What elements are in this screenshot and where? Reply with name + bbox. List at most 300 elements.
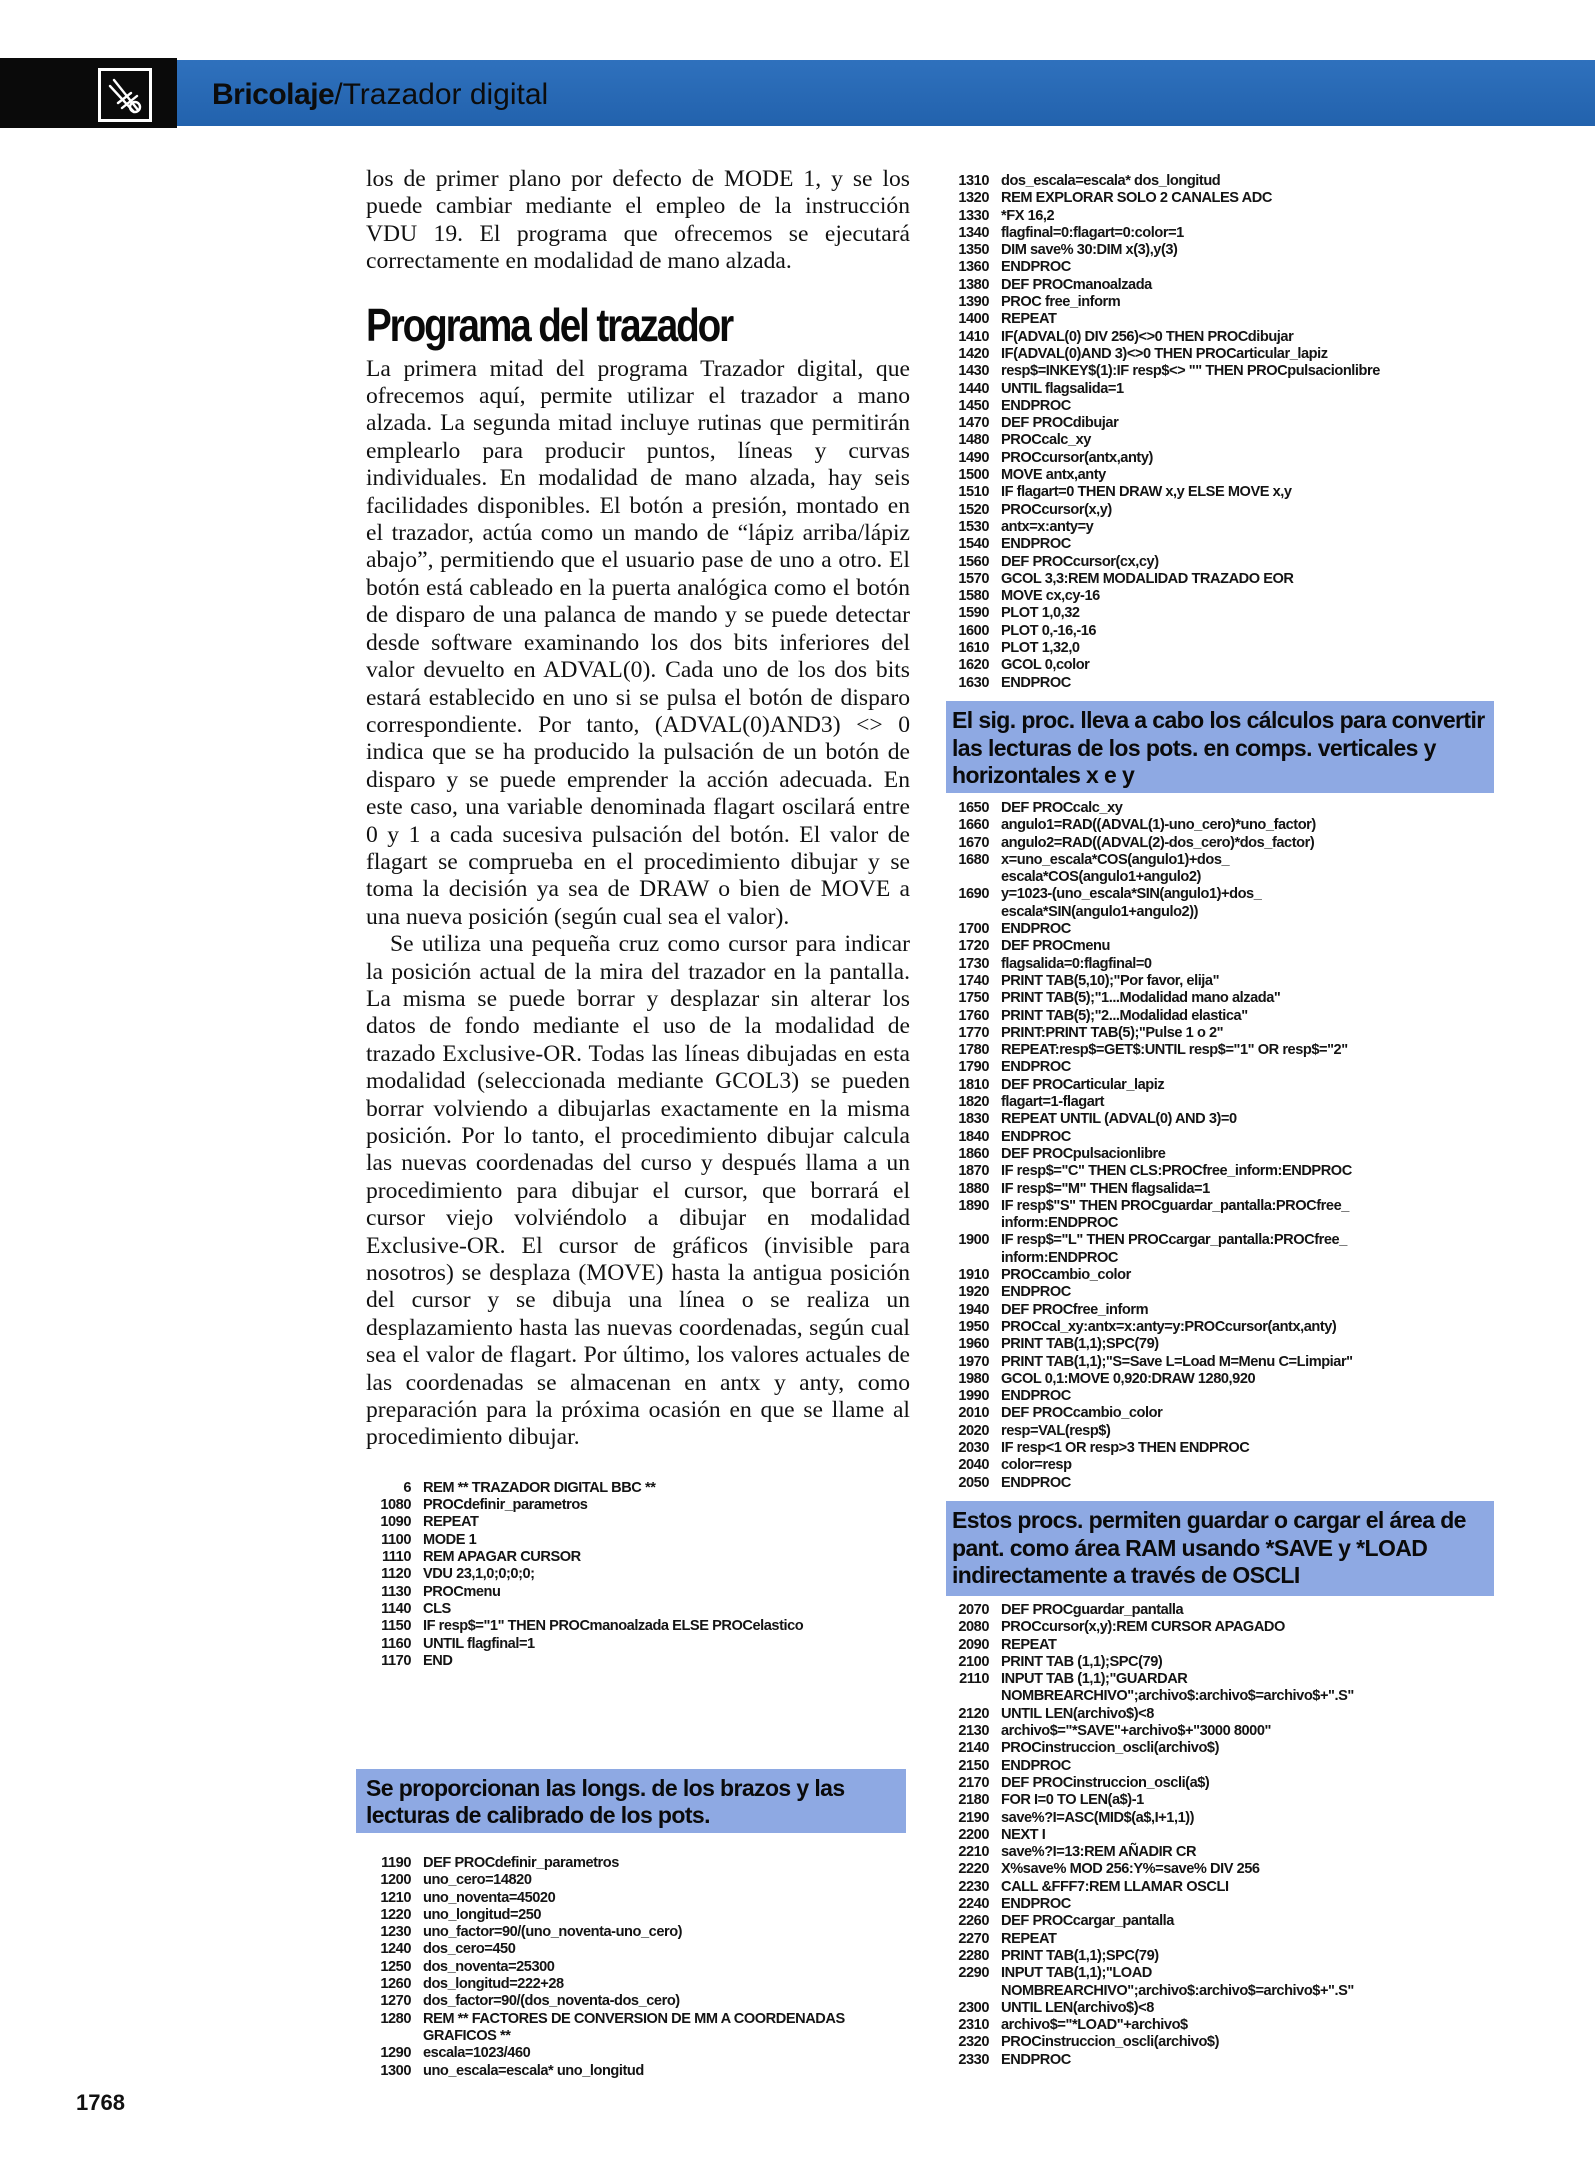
code-line — [944, 817, 1504, 834]
code-line — [366, 1549, 910, 1566]
line-number: 2280 — [958, 1947, 989, 1964]
code-text: PROCinstruccion_oscli(archivo$) — [1001, 1740, 1219, 1757]
code-line — [944, 1896, 1504, 1913]
line-number: 1810 — [958, 1076, 989, 1093]
code-line — [944, 1302, 1504, 1319]
line-number: 2170 — [958, 1774, 989, 1791]
line-number — [944, 1250, 1001, 1267]
code-text: PRINT TAB(5,10);"Por favor, elija" — [1001, 972, 1220, 989]
code-line — [944, 835, 1504, 852]
code-line — [944, 1163, 1504, 1180]
line-number: 2040 — [958, 1457, 989, 1474]
code-line — [944, 190, 1504, 207]
line-number: 1470 — [958, 415, 989, 432]
code-text: ENDPROC — [1001, 1388, 1071, 1405]
code-line — [944, 1913, 1504, 1930]
line-number: 1400 — [958, 311, 989, 328]
line-number: 1120 — [381, 1566, 411, 1583]
line-number: 2320 — [958, 2034, 989, 2051]
code-text: END — [423, 1652, 453, 1669]
body-paragraph-1: La primera mitad del programa Trazador digital, que ofrecemos aquí, permite utilizar el trazador a mano alzada. La segunda mitad incluye rutinas que permitirán emplearlo para producir puntos, líneas y curvas individuales. En modalidad de mano alzada, hay seis facilidades disponibles. El botón a presión, montado en el trazador, actúa como un mando de “lápiz arriba/lápiz abajo”, permitiendo que el usuario pase de uno a otro. El botón está cableado en la puerta analógica como el botón de disparo de una palanca de mando y se puede detectar desde software examinando los dos bits inferiores del valor devuelto en ADVAL(0). Cada uno de los dos bits estará establecido en uno si se pulsa el botón de disparo correspondiente. Por tanto, (ADVAL(0)AND3) <> 0 indica que se ha producido la pulsación de un botón de disparo y se puede emprender la acción adecuada. En este caso, una variable denominada flagart oscilará entre 0 y 1 a cada sucesiva pulsación del botón. El valor de flagart se comprueba en el procedimiento dibujar y se toma la decisión ya sea de DRAW o bien de MOVE a una nueva posición (según cual sea el valor). — [366, 355, 910, 930]
line-number: 1540 — [958, 536, 989, 553]
code-text: ENDPROC — [1001, 1474, 1071, 1491]
line-number — [366, 2028, 423, 2045]
code-text: dos_longitud=222+28 — [423, 1976, 564, 1993]
code-text: ENDPROC — [1001, 1059, 1071, 1076]
line-number: 1700 — [958, 921, 989, 938]
code-text: uno_escala=escala* uno_longitud — [423, 2062, 644, 2079]
code-line — [944, 381, 1504, 398]
left-column — [366, 166, 910, 1670]
code-text: DEF PROCcalc_xy — [1001, 800, 1123, 816]
code-line — [944, 1983, 1504, 2000]
code-text: REM ** TRAZADOR DIGITAL BBC ** — [423, 1479, 656, 1496]
line-number: 1300 — [380, 2062, 411, 2079]
code-line — [944, 640, 1504, 657]
code-line — [944, 1336, 1504, 1353]
code-listing-left-a — [366, 1480, 910, 1670]
code-text: DEF PROCarticular_lapiz — [1001, 1076, 1165, 1093]
line-number: 1590 — [958, 605, 989, 622]
code-line — [944, 1879, 1504, 1896]
code-line — [366, 1890, 910, 1907]
line-number: 2190 — [958, 1809, 989, 1826]
code-text: ENDPROC — [1001, 1757, 1071, 1774]
line-number: 1990 — [958, 1388, 989, 1405]
line-number: 1580 — [958, 588, 989, 605]
code-text: PROCmenu — [423, 1583, 501, 1600]
code-line — [944, 1810, 1504, 1827]
code-text: PROCcursor(x,y):REM CURSOR APAGADO — [1001, 1619, 1285, 1636]
line-number: 1620 — [958, 657, 989, 674]
code-line — [944, 904, 1504, 921]
code-text: ENDPROC — [1001, 1128, 1071, 1145]
line-number: 1490 — [958, 449, 989, 466]
code-text: UNTIL flagsalida=1 — [1001, 380, 1124, 397]
line-number: 1680 — [958, 851, 989, 868]
code-line — [944, 1319, 1504, 1336]
code-line — [944, 242, 1504, 259]
code-line — [944, 484, 1504, 501]
line-number: 1260 — [380, 1976, 411, 1993]
code-text: PLOT 1,0,32 — [1001, 605, 1080, 622]
code-line — [944, 1475, 1504, 1492]
code-line — [944, 1354, 1504, 1371]
line-number: 1320 — [958, 190, 989, 207]
line-number: 2130 — [958, 1723, 989, 1740]
code-text: DEF PROCcambio_color — [1001, 1405, 1163, 1422]
line-number: 1960 — [958, 1336, 989, 1353]
code-line — [944, 2052, 1504, 2069]
code-text: CLS — [423, 1600, 451, 1617]
code-text: PROCcursor(x,y) — [1001, 501, 1112, 518]
code-line — [944, 1827, 1504, 1844]
line-number: 1290 — [380, 2045, 411, 2062]
line-number: 1240 — [380, 1941, 411, 1958]
code-text: uno_longitud=250 — [423, 1906, 542, 1923]
line-number: 1750 — [958, 990, 989, 1007]
code-line — [366, 1497, 910, 1514]
code-text: ENDPROC — [1001, 259, 1071, 276]
code-text: VDU 23,1,0;0;0;0; — [423, 1566, 535, 1583]
line-number: 1210 — [380, 1889, 411, 1906]
code-line — [366, 1993, 910, 2010]
line-number: 1270 — [380, 1993, 411, 2010]
code-text: MODE 1 — [423, 1531, 477, 1548]
line-number: 2330 — [958, 2051, 989, 2068]
line-number: 1610 — [958, 640, 989, 657]
line-number: 1250 — [380, 1958, 411, 1975]
line-number: 1170 — [381, 1652, 411, 1669]
line-number: 1310 — [958, 173, 989, 189]
line-number: 1340 — [958, 224, 989, 241]
code-line — [944, 1637, 1504, 1654]
code-text: PRINT TAB (1,1);SPC(79) — [1001, 1653, 1163, 1670]
code-line — [944, 2017, 1504, 2034]
code-text: IF resp$="1" THEN PROCmanoalzada ELSE PROCelastico — [423, 1618, 804, 1635]
line-number: 1420 — [958, 345, 989, 362]
code-text: PRINT:PRINT TAB(5);"Pulse 1 o 2" — [1001, 1024, 1224, 1041]
code-text: ENDPROC — [1001, 1284, 1071, 1301]
code-line — [366, 2045, 910, 2062]
line-number: 1480 — [958, 432, 989, 449]
code-line — [944, 536, 1504, 553]
code-text: IF resp$="C" THEN CLS:PROCfree_inform:ENDPROC — [1001, 1163, 1352, 1180]
code-text: NEXT I — [1001, 1826, 1046, 1843]
line-number: 2050 — [958, 1474, 989, 1491]
line-number: 2070 — [958, 1602, 989, 1618]
code-text: uno_noventa=45020 — [423, 1889, 556, 1906]
code-line — [944, 852, 1504, 869]
line-number: 1500 — [958, 467, 989, 484]
code-text: dos_escala=escala* dos_longitud — [1001, 173, 1221, 189]
code-line — [944, 1077, 1504, 1094]
code-line — [944, 208, 1504, 225]
line-number: 1650 — [958, 800, 989, 816]
line-number: 1230 — [380, 1924, 411, 1941]
compass-icon — [101, 71, 149, 119]
code-text: inform:ENDPROC — [1001, 1249, 1118, 1266]
code-text: GCOL 0,color — [1001, 657, 1090, 674]
code-text: flagart=1-flagart — [1001, 1094, 1105, 1111]
code-line — [944, 1602, 1504, 1619]
line-number: 1900 — [958, 1232, 989, 1249]
code-line — [944, 415, 1504, 432]
line-number: 6 — [403, 1479, 411, 1496]
code-text: MOVE cx,cy-16 — [1001, 588, 1100, 605]
code-text: resp$=INKEY$(1):IF resp$<> "" THEN PROCpulsacionlibre — [1001, 363, 1380, 380]
line-number: 1200 — [380, 1872, 411, 1889]
line-number: 2030 — [958, 1439, 989, 1456]
code-line — [944, 675, 1504, 692]
line-number — [944, 1983, 1001, 2000]
code-line — [944, 1129, 1504, 1146]
code-text: PROCcal_xy:antx=x:anty=y:PROCcursor(antx,anty) — [1001, 1318, 1337, 1335]
line-number: 1430 — [958, 363, 989, 380]
code-line — [366, 1480, 910, 1497]
code-line — [944, 869, 1504, 886]
line-number: 2240 — [958, 1896, 989, 1913]
code-text: ENDPROC — [1001, 536, 1071, 553]
line-number — [944, 1688, 1001, 1705]
code-line — [944, 1688, 1504, 1705]
code-text: PROC free_inform — [1001, 294, 1121, 311]
code-text: DEF PROCfree_inform — [1001, 1301, 1149, 1318]
line-number: 1450 — [958, 397, 989, 414]
code-text: REPEAT — [1001, 311, 1057, 328]
line-number: 2300 — [958, 1999, 989, 2016]
code-listing-left-b — [366, 1855, 910, 2080]
line-number: 1530 — [958, 518, 989, 535]
code-line — [944, 502, 1504, 519]
code-line — [944, 1775, 1504, 1792]
code-line — [944, 623, 1504, 640]
code-line — [366, 1959, 910, 1976]
code-line — [944, 398, 1504, 415]
code-text: DEF PROCdibujar — [1001, 415, 1119, 432]
body-paragraph-2: Se utiliza una pequeña cruz como cursor para indicar la posición actual de la mira del trazador en la pantalla. La misma se puede borrar y desplazar sin alterar los datos de fondo mediante el uso de la modalidad de trazado Exclusive-OR. Todas las líneas dibujadas en esta modalidad (seleccionada mediante GCOL3) se pueden borrar volviendo a dibujarlas exactamente en la misma posición. Por lo tanto, el procedimiento dibujar calcula las nuevas coordenadas del curso y después llama a un procedimiento para dibujar el cursor, que borrará el cursor viejo volviéndolo a dibujar en modalidad Exclusive-OR. El cursor de gráficos (invisible para nosotros) se desplaza (MOVE) hasta la antigua posición del cursor y se dibuja una línea o se realiza un desplazamiento hasta las nuevas coordenadas, según cual sea el valor de flagart. Por último, los valores actuales de las coordenadas se almacenan en antx y anty, como preparación para la próxima ocasión en que se llame al procedimiento dibujar. — [366, 931, 910, 1451]
code-text: DEF PROCpulsacionlibre — [1001, 1145, 1166, 1162]
line-number: 2230 — [958, 1878, 989, 1895]
code-text: NOMBREARCHIVO";archivo$:archivo$=archivo$+".S" — [1001, 1982, 1354, 1999]
line-number: 1360 — [958, 259, 989, 276]
line-number: 2100 — [958, 1653, 989, 1670]
code-line — [944, 294, 1504, 311]
code-text: PROCcursor(antx,anty) — [1001, 449, 1153, 466]
code-line — [366, 1941, 910, 1958]
code-line — [944, 1146, 1504, 1163]
line-number: 2090 — [958, 1636, 989, 1653]
code-text: ENDPROC — [1001, 921, 1071, 938]
code-text: X%save% MOD 256:Y%=save% DIV 256 — [1001, 1861, 1260, 1878]
code-line — [366, 1855, 910, 1872]
code-text: PROCcalc_xy — [1001, 432, 1091, 449]
line-number: 1600 — [958, 622, 989, 639]
code-text: DEF PROCdefinir_parametros — [423, 1855, 619, 1871]
section-logo — [98, 68, 152, 122]
code-line — [944, 1706, 1504, 1723]
code-line — [944, 1232, 1504, 1249]
line-number: 1090 — [380, 1514, 411, 1531]
line-number: 1980 — [958, 1370, 989, 1387]
line-number: 1950 — [958, 1318, 989, 1335]
line-number: 1150 — [381, 1618, 411, 1635]
code-line — [944, 1792, 1504, 1809]
line-number: 1910 — [958, 1267, 989, 1284]
code-text: FOR I=0 TO LEN(a$)-1 — [1001, 1792, 1144, 1809]
line-number — [944, 904, 1001, 921]
line-number: 2210 — [958, 1844, 989, 1861]
line-number: 2020 — [958, 1422, 989, 1439]
intro-paragraph: los de primer plano por defecto de MODE 1, y se los puede cambiar mediante el empleo de la instrucción VDU 19. El programa que ofrecemos se ejecutará correctamente en modalidad de mano alzada. — [366, 166, 910, 275]
code-text: uno_factor=90/(uno_noventa-uno_cero) — [423, 1924, 683, 1941]
code-line — [944, 973, 1504, 990]
code-line — [944, 990, 1504, 1007]
code-line — [944, 277, 1504, 294]
code-line — [944, 938, 1504, 955]
code-text: CALL &FFF7:REM LLAMAR OSCLI — [1001, 1878, 1229, 1895]
line-number: 1390 — [958, 294, 989, 311]
code-line — [944, 554, 1504, 571]
code-text: y=1023-(uno_escala*SIN(angulo1)+dos_ — [1001, 886, 1262, 903]
line-number: 1660 — [958, 817, 989, 834]
code-text: DIM save% 30:DIM x(3),y(3) — [1001, 242, 1178, 259]
line-number: 1410 — [958, 328, 989, 345]
code-line — [366, 1584, 910, 1601]
code-text: UNTIL LEN(archivo$)<8 — [1001, 1705, 1154, 1722]
line-number: 1630 — [958, 674, 989, 691]
code-line — [944, 1267, 1504, 1284]
page-number: 1768 — [76, 2090, 125, 2115]
code-text: REPEAT:resp$=GET$:UNTIL resp$="1" OR resp$="2" — [1001, 1042, 1348, 1059]
line-number: 1140 — [381, 1600, 411, 1617]
line-number: 1970 — [958, 1353, 989, 1370]
code-text: dos_cero=450 — [423, 1941, 516, 1958]
code-line — [944, 467, 1504, 484]
code-line — [944, 800, 1504, 817]
code-line — [944, 605, 1504, 622]
code-line — [944, 1405, 1504, 1422]
callout-right-2: Estos procs. permiten guardar o cargar el área de pant. como área RAM usando *SAVE y *LOAD indirectamente a través de OSCLI — [946, 1501, 1494, 1596]
code-line — [944, 519, 1504, 536]
code-text: resp=VAL(resp$) — [1001, 1422, 1111, 1439]
code-line — [944, 1371, 1504, 1388]
code-text: IF resp$"S" THEN PROCguardar_pantalla:PROCfree_ — [1001, 1197, 1349, 1214]
code-text: ENDPROC — [1001, 397, 1071, 414]
code-line — [366, 1976, 910, 1993]
code-line — [944, 225, 1504, 242]
code-line — [944, 2034, 1504, 2051]
code-text: color=resp — [1001, 1457, 1072, 1474]
code-line — [366, 1653, 910, 1670]
code-text: DEF PROCmanoalzada — [1001, 276, 1152, 293]
code-line — [944, 1740, 1504, 1757]
code-text: flagfinal=0:flagart=0:color=1 — [1001, 224, 1184, 241]
line-number: 1330 — [958, 207, 989, 224]
code-text: save%?I=ASC(MID$(a$,I+1,1)) — [1001, 1809, 1195, 1826]
code-line — [944, 1723, 1504, 1740]
code-line — [944, 1111, 1504, 1128]
code-text: IF resp$="M" THEN flagsalida=1 — [1001, 1180, 1210, 1197]
code-text: REPEAT — [1001, 1636, 1057, 1653]
code-text: REM EXPLORAR SOLO 2 CANALES ADC — [1001, 190, 1272, 207]
code-text: archivo$="*LOAD"+archivo$ — [1001, 2017, 1188, 2034]
code-line — [944, 2000, 1504, 2017]
code-text: PLOT 1,32,0 — [1001, 640, 1080, 657]
line-number: 1670 — [958, 834, 989, 851]
line-number: 1110 — [381, 1549, 411, 1566]
code-line — [944, 1758, 1504, 1775]
code-line — [944, 1059, 1504, 1076]
code-text: x=uno_escala*COS(angulo1)+dos_ — [1001, 851, 1230, 868]
code-listing-right-c — [944, 1602, 1504, 2069]
code-text: REPEAT — [423, 1514, 479, 1531]
code-line — [944, 346, 1504, 363]
line-number: 1780 — [958, 1042, 989, 1059]
code-text: IF(ADVAL(0)AND 3)<>0 THEN PROCarticular_lapiz — [1001, 345, 1328, 362]
line-number: 2200 — [958, 1826, 989, 1843]
code-line — [944, 311, 1504, 328]
code-text: REM APAGAR CURSOR — [423, 1549, 581, 1566]
line-number: 2220 — [958, 1861, 989, 1878]
code-line — [944, 1861, 1504, 1878]
line-number: 1880 — [958, 1180, 989, 1197]
code-text: INPUT TAB (1,1);"GUARDAR — [1001, 1671, 1188, 1688]
code-text: escala*SIN(angulo1+angulo2)) — [1001, 903, 1199, 920]
code-text: antx=x:anty=y — [1001, 518, 1094, 535]
code-line — [944, 1042, 1504, 1059]
code-text: PRINT TAB(5);"1...Modalidad mano alzada" — [1001, 990, 1281, 1007]
code-text: *FX 16,2 — [1001, 207, 1055, 224]
line-number: 2270 — [958, 1930, 989, 1947]
code-text: dos_noventa=25300 — [423, 1958, 555, 1975]
code-line — [944, 956, 1504, 973]
code-line — [366, 1514, 910, 1531]
line-number: 1350 — [958, 242, 989, 259]
code-line — [944, 1931, 1504, 1948]
code-text: INPUT TAB(1,1);"LOAD — [1001, 1965, 1152, 1982]
code-text: NOMBREARCHIVO";archivo$:archivo$=archivo$+".S" — [1001, 1688, 1354, 1705]
code-line — [366, 1566, 910, 1583]
code-line — [944, 1440, 1504, 1457]
code-text: angulo2=RAD((ADVAL(2)-dos_cero)*dos_factor) — [1001, 834, 1315, 851]
line-number: 2140 — [958, 1740, 989, 1757]
line-number: 1130 — [381, 1583, 411, 1600]
code-line — [944, 1250, 1504, 1267]
code-line — [366, 1636, 910, 1653]
line-number: 1740 — [958, 972, 989, 989]
section-title-bold: Bricolaje — [212, 78, 335, 111]
code-line — [366, 1532, 910, 1549]
line-number: 2010 — [958, 1405, 989, 1422]
code-text: IF resp$="L" THEN PROCcargar_pantalla:PROCfree_ — [1001, 1232, 1347, 1249]
code-text: PLOT 0,-16,-16 — [1001, 622, 1097, 639]
code-line — [944, 657, 1504, 674]
line-number: 1520 — [958, 501, 989, 518]
code-listing-right-b — [944, 800, 1504, 1492]
code-line — [944, 173, 1504, 190]
code-text: UNTIL LEN(archivo$)<8 — [1001, 1999, 1154, 2016]
code-line — [944, 1198, 1504, 1215]
code-line — [944, 1094, 1504, 1111]
code-line — [944, 1181, 1504, 1198]
code-text: MOVE antx,anty — [1001, 467, 1106, 484]
code-text: angulo1=RAD((ADVAL(1)-uno_cero)*uno_factor) — [1001, 817, 1316, 834]
line-number: 2110 — [959, 1671, 989, 1688]
line-number: 1080 — [380, 1497, 411, 1514]
code-text: UNTIL flagfinal=1 — [423, 1635, 535, 1652]
code-line — [366, 1872, 910, 1889]
line-number: 1940 — [958, 1301, 989, 1318]
line-number: 2080 — [958, 1619, 989, 1636]
code-text: escala*COS(angulo1+angulo2) — [1001, 869, 1201, 886]
code-text: GCOL 0,1:MOVE 0,920:DRAW 1280,920 — [1001, 1370, 1256, 1387]
code-text: DEF PROCinstruccion_oscli(a$) — [1001, 1774, 1210, 1791]
code-text: DEF PROCcargar_pantalla — [1001, 1913, 1174, 1930]
code-line — [944, 1948, 1504, 1965]
article-heading: Programa del trazador — [366, 298, 733, 351]
code-line — [944, 588, 1504, 605]
code-line — [944, 1008, 1504, 1025]
line-number — [944, 869, 1001, 886]
code-line — [944, 1619, 1504, 1636]
code-text: dos_factor=90/(dos_noventa-dos_cero) — [423, 1993, 680, 2010]
line-number: 1560 — [958, 553, 989, 570]
line-number: 2120 — [958, 1705, 989, 1722]
code-text: PROCdefinir_parametros — [423, 1497, 588, 1514]
code-text: PROCcambio_color — [1001, 1267, 1131, 1284]
code-line — [944, 1423, 1504, 1440]
